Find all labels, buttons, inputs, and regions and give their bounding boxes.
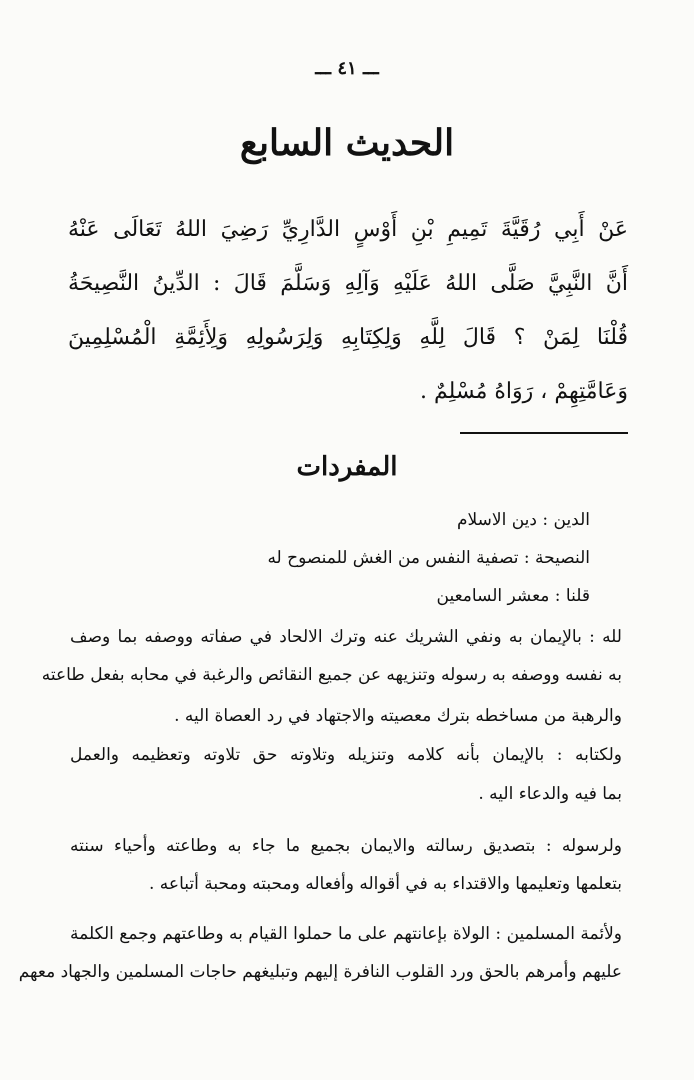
explanation-line: بتعلمها وتعليمها والاقتداء به في أقواله وأفعاله ومحبته ومحبة أتباعه . (149, 874, 622, 894)
glossary-entry: النصيحة : تصفية النفس من الغش للمنصوح له (267, 548, 590, 568)
page-number: ـــ ٤١ ـــ (315, 58, 379, 79)
explanation-line: ولكتابه : بالإيمان بأنه كلامه وتنزيله وتلاوته حق تلاوته وتعظيمه والعمل (70, 745, 622, 765)
vocabulary-heading: المفردات (296, 452, 398, 482)
explanation-line: به نفسه ووصفه به رسوله وتنزيهه عن جميع النقائص والرغبة في محابه بفعل طاعته (41, 665, 622, 685)
explanation-line: عليهم وأمرهم بالحق ورد القلوب النافرة إليهم وتبليغهم حاجات المسلمين والجهاد معهم (18, 962, 622, 982)
hadith-text-line: وَعَامَّتِهِمْ ، رَوَاهُ مُسْلِمٌ . (420, 379, 628, 404)
explanation-line: والرهبة من مساخطه بترك معصيته والاجتهاد في رد العصاة اليه . (174, 706, 622, 726)
glossary-entry: الدين : دين الاسلام (456, 510, 590, 530)
explanation-line: ولأئمة المسلمين : الولاة بإعانتهم على ما حملوا القيام به وطاعتهم وجمع الكلمة (70, 924, 622, 944)
hadith-text-line: عَنْ أَبِي رُقَيَّةَ تَمِيمِ بْنِ أَوْسٍ الدَّارِيِّ رَضِيَ اللهُ تَعَالَى عَنْهُ (68, 217, 628, 242)
explanation-line: ولرسوله : بتصديق رسالته والايمان بجميع ما جاء به وطاعته وأحياء سنته (70, 836, 622, 856)
hadith-text-line: قُلْنَا لِمَنْ ؟ قَالَ لِلَّهِ وَلِكِتَابِهِ وَلِرَسُولِهِ وَلِأَئِمَّةِ الْمُسْلِمِينَ (68, 325, 628, 350)
hadith-title: الحديث السابع (239, 122, 455, 164)
explanation-line: لله : بالإيمان به ونفي الشريك عنه وترك الالحاد في صفاته ووصفه بما وصف (70, 627, 622, 647)
explanation-line: بما فيه والدعاء اليه . (478, 784, 622, 804)
hadith-text-line: أَنَّ النَّبِيَّ صَلَّى اللهُ عَلَيْهِ وَآلِهِ وَسَلَّمَ قَالَ : الدِّينُ النَّصِيحَةُ (68, 271, 628, 296)
section-divider (460, 432, 628, 434)
glossary-entry: قلنا : معشر السامعين (436, 586, 590, 606)
